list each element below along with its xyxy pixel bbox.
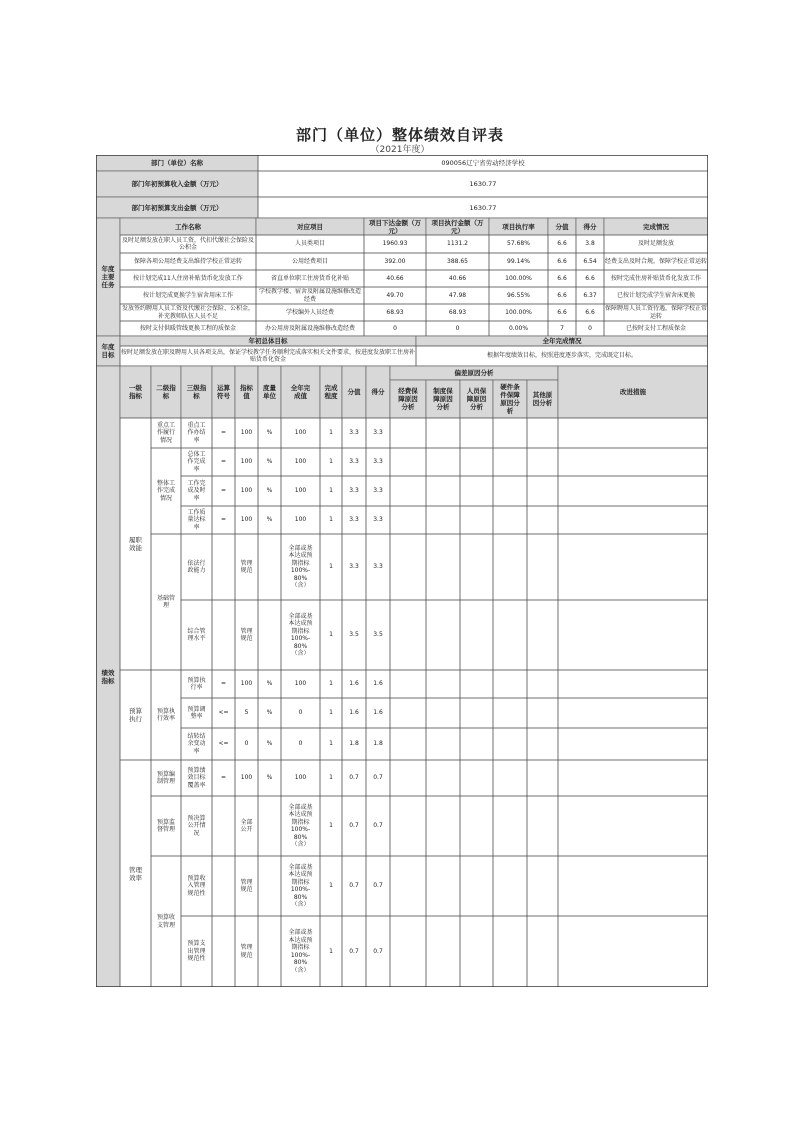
- perf-cell-unit: %: [266, 774, 273, 782]
- grid-cell: [558, 728, 708, 760]
- perf-cell-unit: %: [266, 709, 273, 717]
- task-cell-score: 6.6: [557, 274, 567, 282]
- perf-cell-unit: %: [266, 429, 273, 437]
- perf-cell-got: 0.7: [373, 822, 383, 830]
- unit-name-value: 090056辽宁省劳动经济学校: [441, 159, 525, 167]
- grid-cell: [390, 476, 426, 506]
- task-cell-rate: 100.00%: [505, 308, 532, 316]
- perf-cell-score: 3.3: [349, 429, 359, 437]
- task-cell-project: 公用经费项目: [291, 257, 328, 265]
- perf-cell-score: 0.7: [349, 882, 359, 890]
- task-cell-rate: 0.00%: [508, 324, 529, 332]
- tasks-col-header: 分值: [555, 222, 569, 231]
- perf-cell-got: 3.3: [373, 429, 383, 437]
- perf-cell-score: 3.3: [349, 487, 359, 495]
- perf-cell-score: 1.6: [349, 709, 359, 717]
- task-cell-got: 6.54: [583, 257, 597, 265]
- perf-cell-op: [213, 917, 234, 987]
- grid-cell: [426, 418, 460, 448]
- grid-cell: [390, 698, 426, 728]
- perf-cell-score: 3.5: [349, 631, 359, 639]
- perf-cell-score: 0.7: [349, 822, 359, 830]
- task-cell-name: 按计划完成11人住房补贴货币化发放工作: [133, 274, 243, 282]
- level2-indicator: 基础管 理: [156, 594, 175, 609]
- perf-cell-degree: 1: [329, 882, 333, 890]
- task-cell-got: 6.6: [585, 308, 595, 316]
- grid-cell: [426, 728, 460, 760]
- task-cell-got: 6.37: [583, 291, 597, 299]
- task-cell-executed: 1131.2: [447, 240, 468, 248]
- perf-cell-target: 管理 规范: [240, 878, 253, 893]
- grid-cell: [527, 796, 558, 856]
- grid-cell: [426, 856, 460, 916]
- task-cell-score: 6.6: [557, 308, 567, 316]
- perf-cell-l3: 预算绩 效目标 覆盖率: [187, 766, 206, 789]
- grid-cell: [493, 448, 527, 476]
- perf-col-header: 三级指 标: [186, 384, 207, 400]
- perf-cell-actual: 100: [294, 774, 307, 782]
- perf-cell-score: 0.7: [349, 947, 359, 955]
- perf-cell-degree: 1: [329, 516, 333, 524]
- perf-cell-op: <=: [218, 740, 229, 748]
- grid-cell: [460, 856, 493, 916]
- grid-cell: [493, 670, 527, 698]
- perf-cell-op: <=: [218, 709, 229, 717]
- task-cell-project: 办公用房及附属设施维修改造经费: [264, 324, 355, 332]
- task-cell-name: 按计划完成更换学生宿舍用床工作: [142, 291, 233, 299]
- perf-cell-actual: 0: [298, 740, 303, 748]
- perf-cell-got: 0.7: [373, 774, 383, 782]
- deviation-col-header: 制度保 障原因 分析: [433, 387, 453, 411]
- grid-cell: [426, 698, 460, 728]
- task-cell-rate: 99.14%: [507, 257, 530, 265]
- grid-cell: [493, 418, 527, 448]
- perf-cell-target: 100: [240, 487, 253, 495]
- perf-col-header: 得分: [371, 388, 385, 396]
- grid-cell: [460, 418, 493, 448]
- perf-col-header: 全年完 成值: [290, 384, 311, 400]
- level2-indicator: 整体工 作完成 情况: [156, 479, 175, 502]
- level2-indicator: 预算编 制管理: [156, 770, 175, 785]
- task-cell-executed: 388.65: [447, 257, 468, 265]
- perf-cell-degree: 1: [329, 680, 333, 688]
- grid-cell: [426, 448, 460, 476]
- grid-cell: [527, 418, 558, 448]
- perf-section-label: 绩效 指标: [101, 668, 115, 685]
- grid-cell: [460, 728, 493, 760]
- evaluation-table: [96, 155, 708, 987]
- perf-cell-got: 3.3: [373, 516, 383, 524]
- perf-cell-op: =: [220, 458, 227, 466]
- perf-col-header: 运算 符号: [217, 384, 230, 400]
- perf-cell-actual: 全部或基 本达成预 期指标 100%- 80% （含）: [288, 803, 313, 848]
- task-cell-allocated: 392.00: [384, 257, 406, 265]
- level1-indicator: 管理 效率: [129, 865, 142, 882]
- goals-done-text: 根据年度绩效目标，按照进度逐步落实，完成既定目标。: [486, 352, 637, 360]
- grid-cell: [558, 916, 708, 987]
- expense-value: 1630.77: [469, 203, 497, 212]
- grid-cell: [493, 916, 527, 987]
- grid-cell: [426, 760, 460, 796]
- grid-cell: [558, 670, 708, 698]
- perf-cell-actual: 100: [294, 680, 307, 688]
- task-cell-name: 及时足额发放在职人员工资，代扣代缴社会保险及公积金: [121, 236, 254, 251]
- perf-cell-l3: 工作完 成及时 率: [187, 479, 206, 502]
- task-cell-status: 经费支出及时合规，保障学校正常运转: [605, 257, 707, 265]
- perf-cell-op: [213, 601, 234, 670]
- goals-section-label: 年度 目标: [101, 343, 115, 359]
- level2-indicator: 重点工 作履行 情况: [156, 421, 175, 444]
- grid-cell: [390, 728, 426, 760]
- perf-cell-unit: %: [266, 458, 273, 466]
- grid-cell: [426, 916, 460, 987]
- task-cell-rate: 96.55%: [507, 291, 530, 299]
- task-cell-allocated: 1960.93: [382, 240, 408, 248]
- grid-cell: [493, 506, 527, 534]
- perf-cell-actual: 全部或基 本达成预 期指标 100%- 80% （含）: [288, 612, 313, 657]
- perf-cell-target: 0: [244, 740, 249, 748]
- perf-cell-op: [213, 535, 234, 600]
- grid-cell: [493, 476, 527, 506]
- grid-cell: [527, 916, 558, 987]
- task-cell-status: 及时足额发放: [637, 240, 674, 248]
- perf-cell-target: 5: [244, 709, 249, 717]
- task-cell-status: 按时完成住房补贴货币化发放工作: [610, 274, 701, 282]
- grid-cell: [558, 476, 708, 506]
- task-cell-status: 已按时支付工程质保金: [625, 324, 686, 332]
- task-cell-allocated: 68.93: [386, 308, 404, 316]
- perf-cell-unit: %: [266, 740, 273, 748]
- perf-cell-degree: 1: [329, 458, 333, 466]
- perf-cell-got: 3.3: [373, 487, 383, 495]
- goals-plan-text: 按时足额发放在职及聘用人员各项支出，保证学校教学任务顺利完成落实相关文件要求，按进度发放职工住房补贴货币化资金: [121, 348, 415, 363]
- grid-cell: [390, 448, 426, 476]
- perf-cell-l3: 综合管 理水平: [187, 627, 206, 642]
- perf-cell-unit: %: [266, 487, 273, 495]
- deviation-col-header: 硬件条 件保障 原因分 析: [500, 383, 520, 415]
- perf-cell-score: 3.3: [349, 563, 359, 571]
- grid-cell: [460, 534, 493, 600]
- grid-cell: [460, 506, 493, 534]
- grid-cell: [558, 698, 708, 728]
- perf-cell-op: [213, 857, 234, 916]
- perf-cell-actual: 全部或基 本达成预 期指标 100%- 80% （含）: [288, 863, 313, 908]
- perf-cell-actual: 100: [294, 429, 307, 437]
- task-cell-score: 7: [560, 324, 564, 332]
- income-value: 1630.77: [469, 180, 497, 188]
- grid-cell: [460, 448, 493, 476]
- perf-cell-op: [213, 797, 234, 856]
- tasks-col-header: 项目执行金额（万元）: [431, 218, 484, 235]
- grid-cell: [390, 796, 426, 856]
- grid-cell: [390, 916, 426, 987]
- grid-cell: [426, 796, 460, 856]
- perf-cell-target: 100: [240, 680, 253, 688]
- perf-cell-unit: [259, 797, 280, 856]
- level2-indicator: 预算执 行效率: [156, 707, 175, 722]
- perf-cell-l3: 预算支 出管理 规范性: [187, 940, 206, 963]
- grid-cell: [390, 670, 426, 698]
- perf-col-header: 完成 程度: [324, 384, 338, 400]
- perf-col-header: 二级指 标: [156, 384, 176, 400]
- perf-cell-got: 3.5: [373, 631, 383, 639]
- page-subtitle: （2021年度）: [370, 145, 430, 155]
- grid-cell: [527, 760, 558, 796]
- task-cell-project: 省直单位职工住房货币化补贴: [270, 274, 349, 282]
- perf-cell-degree: 1: [329, 740, 333, 748]
- perf-cell-target: 管理 规范: [240, 627, 253, 642]
- perf-col-header: 分值: [347, 388, 361, 396]
- perf-cell-degree: 1: [329, 822, 333, 830]
- grid-cell: [558, 506, 708, 534]
- grid-cell: [493, 728, 527, 760]
- grid-cell: [390, 600, 426, 670]
- expense-label: 部门年初预算支出金额（万元）: [131, 203, 223, 212]
- perf-cell-score: 3.3: [349, 516, 359, 524]
- tasks-section-label: 年度 主要 任务: [101, 265, 115, 289]
- measures-header: 改进措施: [620, 388, 646, 396]
- tasks-col-header: 工作名称: [175, 222, 201, 231]
- perf-cell-degree: 1: [329, 563, 333, 571]
- task-cell-status: 保障聘用人员工资待遇，保障学校正常运转: [605, 305, 707, 320]
- perf-cell-degree: 1: [329, 774, 333, 782]
- perf-cell-l3: 预决算 公开情 况: [187, 814, 206, 837]
- grid-cell: [527, 600, 558, 670]
- task-cell-score: 6.6: [557, 257, 567, 265]
- perf-cell-l3: 依法行 政能力: [187, 559, 206, 574]
- goals-plan-header: 年初总体目标: [248, 337, 288, 345]
- grid-cell: [460, 476, 493, 506]
- grid-cell: [527, 448, 558, 476]
- perf-cell-target: 全部 公开: [240, 818, 253, 833]
- task-cell-got: 3.8: [585, 240, 595, 248]
- grid-cell: [460, 670, 493, 698]
- grid-cell: [527, 476, 558, 506]
- deviation-col-header: 人员保 障原因 分析: [466, 387, 487, 411]
- grid-cell: [558, 600, 708, 670]
- task-cell-executed: 0: [455, 324, 460, 332]
- perf-cell-unit: [259, 535, 280, 600]
- perf-cell-score: 1.8: [349, 740, 359, 748]
- task-cell-executed: 40.66: [448, 274, 467, 282]
- perf-cell-op: =: [220, 516, 227, 524]
- deviation-col-header: 经费保 障原因 分析: [398, 387, 418, 411]
- perf-cell-l3: 工作质 量达标 率: [187, 508, 206, 531]
- task-cell-score: 6.6: [557, 240, 567, 248]
- perf-cell-actual: 100: [294, 516, 307, 524]
- perf-cell-unit: [259, 601, 280, 670]
- grid-cell: [558, 760, 708, 796]
- perf-cell-degree: 1: [329, 631, 333, 639]
- grid-cell: [558, 418, 708, 448]
- perf-cell-score: 0.7: [349, 774, 359, 782]
- task-cell-score: 6.6: [557, 291, 567, 299]
- grid-cell: [426, 534, 460, 600]
- unit-name-label: 部门（单位）名称: [151, 159, 203, 167]
- task-cell-project: 学校教学楼、宿舍及附属设施维修改造经费: [258, 288, 361, 303]
- grid-cell: [558, 534, 708, 600]
- grid-cell: [493, 856, 527, 916]
- task-cell-name: 发放签约聘用人员工资及代缴社会保险、公积金，补充教师队伍人员不足: [121, 305, 254, 320]
- grid-cell: [390, 506, 426, 534]
- grid-cell: [390, 856, 426, 916]
- grid-cell: [390, 534, 426, 600]
- grid-cell: [460, 916, 493, 987]
- task-cell-project: 人员类项目: [294, 240, 325, 248]
- grid-cell: [426, 600, 460, 670]
- page-title: 部门（单位）整体绩效自评表: [295, 126, 504, 144]
- perf-cell-unit: %: [266, 516, 273, 524]
- task-cell-status: 已按计划完成学生宿舍床更换: [616, 291, 695, 299]
- perf-cell-degree: 1: [329, 429, 333, 437]
- tasks-col-header: 项目下达金额（万元）: [369, 218, 421, 235]
- tasks-col-header: 完成情况: [643, 222, 669, 231]
- grid-cell: [527, 534, 558, 600]
- task-cell-rate: 57.68%: [507, 240, 530, 248]
- perf-cell-got: 0.7: [373, 947, 383, 955]
- task-cell-got: 6.6: [585, 274, 595, 282]
- perf-cell-target: 100: [240, 774, 253, 782]
- perf-cell-l3: 结转结 余变动 率: [187, 732, 206, 755]
- perf-cell-got: 1.6: [373, 709, 383, 717]
- perf-cell-op: =: [220, 774, 227, 782]
- grid-cell: [527, 670, 558, 698]
- grid-cell: [390, 760, 426, 796]
- perf-cell-actual: 全部或基 本达成预 期指标 100%- 80% （含）: [288, 929, 313, 974]
- grid-cell: [558, 796, 708, 856]
- income-label: 部门年初预算收入金额（万元）: [131, 180, 223, 188]
- perf-cell-l3: 预算调 整率: [187, 705, 206, 720]
- perf-cell-degree: 1: [329, 487, 333, 495]
- grid-cell: [460, 698, 493, 728]
- grid-cell: [460, 796, 493, 856]
- perf-cell-target: 100: [240, 429, 253, 437]
- task-cell-allocated: 0: [393, 324, 397, 332]
- level2-indicator: 预算收 支管理: [156, 914, 175, 929]
- perf-cell-got: 3.3: [373, 458, 383, 466]
- perf-cell-got: 1.8: [373, 740, 383, 748]
- task-cell-allocated: 49.70: [386, 291, 404, 299]
- grid-cell: [558, 448, 708, 476]
- level1-indicator: 履职 效能: [129, 536, 142, 552]
- perf-cell-score: 1.6: [349, 680, 359, 688]
- perf-cell-target: 100: [240, 458, 253, 466]
- perf-cell-l3: 预算执 行率: [187, 676, 206, 691]
- perf-cell-unit: [259, 857, 280, 916]
- perf-cell-degree: 1: [329, 947, 333, 955]
- perf-col-header: 一级 指标: [129, 384, 142, 400]
- perf-cell-actual: 0: [298, 709, 303, 717]
- perf-cell-unit: [259, 917, 280, 987]
- grid-cell: [493, 698, 527, 728]
- grid-cell: [527, 698, 558, 728]
- grid-cell: [493, 796, 527, 856]
- perf-cell-got: 1.6: [373, 680, 383, 688]
- grid-cell: [558, 856, 708, 916]
- task-cell-name: 保障各项公用经费支出维持学校正常运转: [133, 257, 242, 265]
- task-cell-got: 0: [588, 324, 592, 332]
- perf-cell-op: =: [220, 680, 227, 688]
- tasks-col-header: 得分: [583, 222, 597, 231]
- tasks-col-header: 项目执行率: [502, 222, 535, 231]
- perf-cell-got: 3.3: [373, 563, 383, 571]
- deviation-header: 偏差原因分析: [454, 369, 494, 377]
- perf-cell-op: =: [220, 429, 227, 437]
- grid-cell: [426, 476, 460, 506]
- task-cell-executed: 68.93: [448, 308, 467, 316]
- perf-cell-degree: 1: [329, 709, 333, 717]
- perf-cell-target: 管理 规范: [240, 559, 253, 574]
- perf-cell-actual: 100: [294, 487, 307, 495]
- grid-cell: [527, 856, 558, 916]
- grid-cell: [493, 760, 527, 796]
- grid-cell: [390, 418, 426, 448]
- task-cell-name: 按时支付供暖管线更换工程的质保金: [139, 324, 236, 332]
- task-cell-executed: 47.98: [448, 291, 467, 299]
- grid-cell: [527, 506, 558, 534]
- perf-col-header: 度量 单位: [263, 384, 276, 400]
- level2-indicator: 预算监 督管理: [156, 818, 175, 833]
- level1-indicator: 预算 执行: [129, 707, 142, 723]
- grid-cell: [426, 670, 460, 698]
- tasks-col-header: 对应项目: [297, 222, 323, 231]
- perf-col-header: 指标 值: [240, 384, 253, 400]
- perf-cell-unit: %: [266, 680, 273, 688]
- perf-cell-actual: 100: [294, 458, 307, 466]
- perf-cell-l3: 重点工 作办结 率: [187, 421, 206, 444]
- perf-cell-score: 3.3: [349, 458, 359, 466]
- grid-cell: [460, 600, 493, 670]
- perf-cell-l3: 总体工 作完成 率: [187, 450, 206, 473]
- perf-cell-op: =: [220, 487, 227, 495]
- task-cell-allocated: 40.66: [386, 274, 404, 282]
- task-cell-rate: 100.00%: [505, 274, 532, 282]
- task-cell-project: 学校编外人员经费: [285, 308, 334, 316]
- perf-cell-actual: 全部或基 本达成预 期指标 100%- 80% （含）: [288, 544, 313, 589]
- grid-cell: [527, 728, 558, 760]
- deviation-col-header: 其他原 因分析: [532, 391, 553, 407]
- grid-cell: [460, 760, 493, 796]
- perf-cell-target: 管理 规范: [240, 944, 253, 959]
- grid-cell: [493, 534, 527, 600]
- perf-cell-target: 100: [240, 516, 253, 524]
- grid-cell: [426, 506, 460, 534]
- goals-done-header: 全年完成情况: [542, 337, 582, 345]
- grid-cell: [493, 600, 527, 670]
- perf-cell-l3: 预算收 入管理 规范性: [187, 874, 206, 897]
- perf-cell-got: 0.7: [373, 882, 383, 890]
